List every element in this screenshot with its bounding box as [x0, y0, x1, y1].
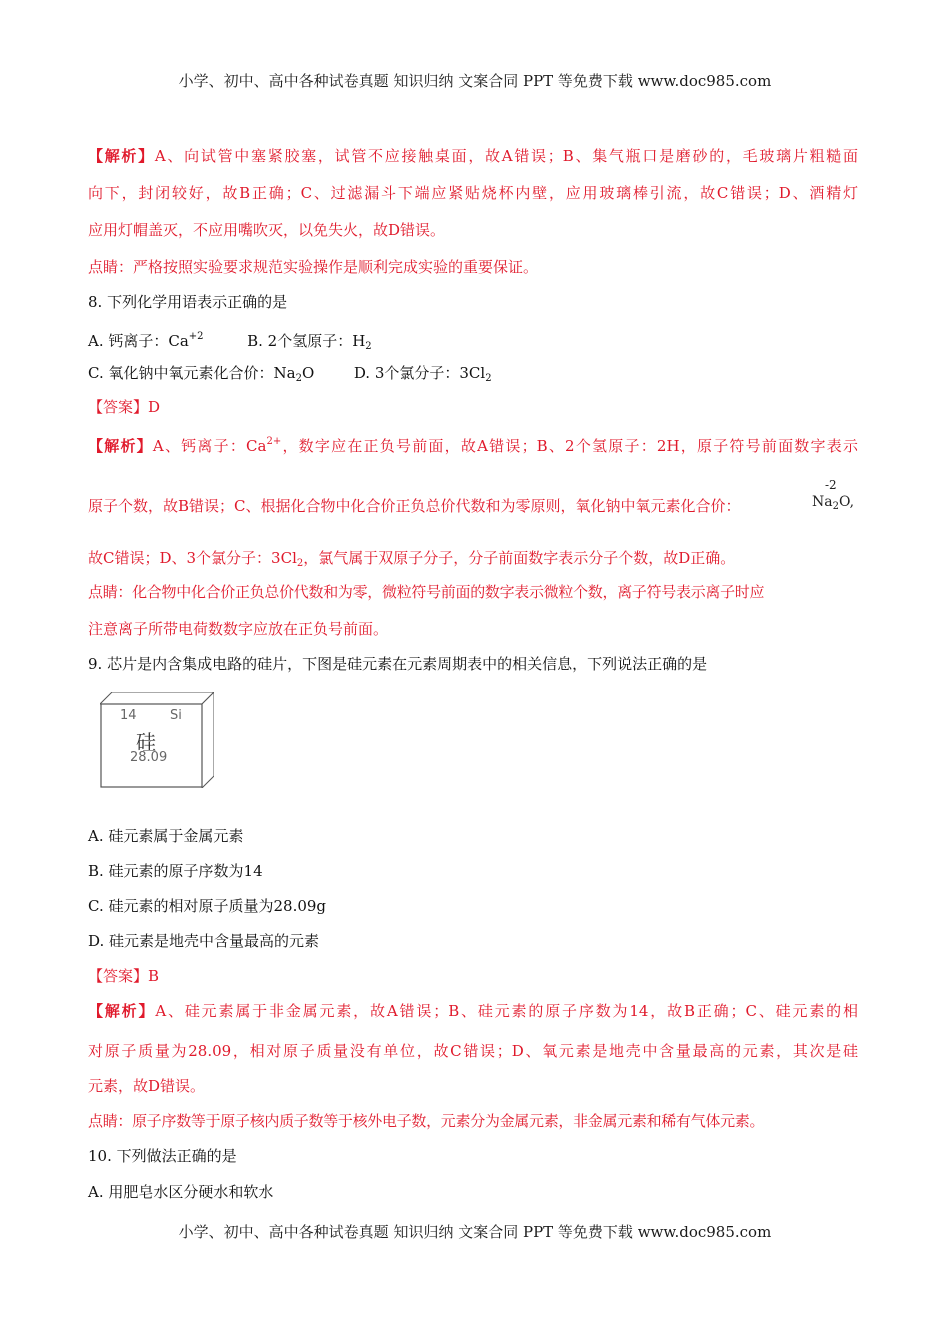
q7-analysis-line-2: 向下，封闭较好，故B正确；C、过滤漏斗下端应紧贴烧杯内壁，应用玻璃棒引流，故C错误；D、酒精灯: [88, 184, 858, 202]
q9-analysis-line-3: 元素，故D错误。: [88, 1077, 206, 1095]
q8-option-b: B. 2个氢原子：$H_2$: [247, 332, 372, 352]
q9-option-d: D. 硅元素是地壳中含量最高的元素: [88, 932, 320, 950]
q7-analysis-line-1: 【解析】A、向试管中塞紧胶塞，试管不应接触桌面，故A错误；B、集气瓶口是磨砂的，毛玻璃片粗糙面: [88, 147, 858, 165]
q8-stem: 8. 下列化学用语表示正确的是: [88, 293, 288, 311]
q9-option-a: A. 硅元素属于金属元素: [88, 827, 244, 845]
q8-option-d: D. 3个氯分子：$3Cl_2$: [353, 364, 492, 384]
q9-tip: 点睛：原子序数等于原子核内质子数等于核外电子数，元素分为金属元素，非金属元素和稀有气体元素。: [88, 1112, 765, 1130]
element-card-frame: [100, 692, 214, 788]
q9-stem: 9. 芯片是内含集成电路的硅片，下图是硅元素在元素周期表中的相关信息，下列说法正确的是: [88, 655, 708, 673]
q7-analysis-line-3: 应用灯帽盖灭，不应用嘴吹灭，以免失火，故D错误。: [88, 221, 446, 239]
q8-options-cd: [88, 363, 492, 389]
silicon-element-card: [100, 692, 214, 788]
q9-option-c: C. 硅元素的相对原子质量为28.09g: [88, 897, 327, 915]
valence-mark: -2: [825, 478, 837, 492]
analysis-tag: 【解析】: [88, 437, 153, 455]
q9-analysis-line-1: 【解析】A、硅元素属于非金属元素，故A错误；B、硅元素的原子序数为14，故B正确；C、硅元素的相: [88, 1002, 858, 1020]
q9-analysis-line-2: 对原子质量为28.09，相对原子质量没有单位，故C错误；D、氧元素是地壳中含量最高的元素，其次是硅: [88, 1042, 858, 1060]
q8-analysis-line-2: 原子个数，故B错误；C、根据化合物中化合价正负总价代数和为零原则，氧化钠中氧元素化合价：: [88, 497, 741, 515]
atomic-mass: 28.09: [130, 750, 168, 765]
q8-analysis-line-1: 【解析】A、钙离子：$Ca^{2+}$，数字应在正负号前面，故A错误；B、2个氢原子：2H，原子符号前面数字表示: [88, 436, 858, 455]
q8-analysis-line-3: 故C错误；D、3个氯分子：$3Cl_2$，氯气属于双原子分子，分子前面数字表示分子个数，故D正确。: [88, 549, 736, 569]
q9-option-b: B. 硅元素的原子序数为14: [88, 862, 263, 880]
q8-options-ab: [88, 327, 372, 357]
atomic-number: 14: [120, 708, 137, 723]
element-name: 硅: [136, 730, 156, 754]
analysis-tag: 【解析】: [88, 1002, 156, 1020]
element-symbol: Si: [170, 708, 182, 723]
q8-option-a: A. 钙离子：$Ca^{+2}$: [88, 331, 204, 350]
q8-option-c: C. 氧化钠中氧元素化合价：$Na_2O$: [88, 364, 315, 384]
valence-formula: [812, 478, 862, 520]
page-header: 小学、初中、高中各种试卷真题 知识归纳 文案合同 PPT 等免费下载 www.doc985.com: [178, 72, 772, 90]
q8-answer: 【答案】D: [88, 398, 161, 416]
q10-option-a: A. 用肥皂水区分硬水和软水: [88, 1183, 274, 1201]
formula: $Na_2O$,: [812, 494, 855, 512]
q8-tip-line-1: 点睛：化合物中化合价正负总价代数和为零，微粒符号前面的数字表示微粒个数，离子符号表示离子时应: [88, 583, 765, 601]
q10-stem: 10. 下列做法正确的是: [88, 1147, 237, 1165]
analysis-tag: 【解析】: [88, 147, 155, 165]
q8-tip-line-2: 注意离子所带电荷数数字应放在正负号前面。: [88, 620, 389, 638]
q7-tip: 点睛：严格按照实验要求规范实验操作是顺利完成实验的重要保证。: [88, 258, 539, 276]
q9-answer: 【答案】B: [88, 967, 160, 985]
page-footer: 小学、初中、高中各种试卷真题 知识归纳 文案合同 PPT 等免费下载 www.doc985.com: [178, 1223, 772, 1241]
